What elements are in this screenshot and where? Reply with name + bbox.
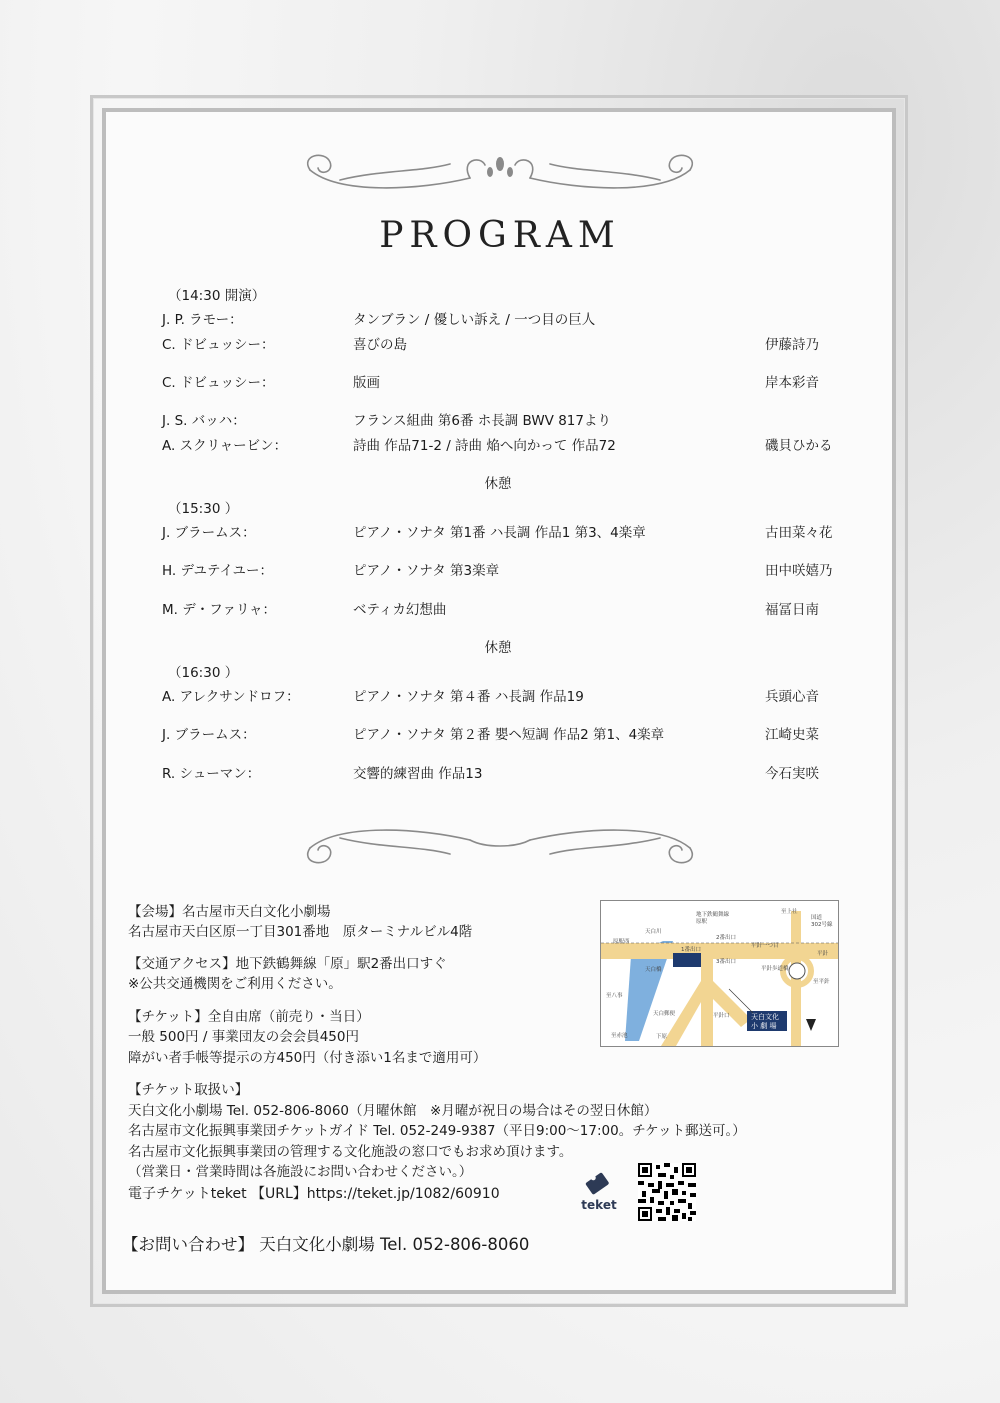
composer: J. S. バッハ： — [162, 413, 246, 429]
sales-line: 天白文化小劇場 Tel. 052-806-8060（月曜休館 ※月曜が祝日の場合はその翌日休館） — [128, 1103, 658, 1119]
teket-wordmark: teket — [581, 1198, 617, 1212]
sales-heading: 【チケット取扱い】 — [128, 1082, 249, 1098]
intermission: 休憩 — [484, 640, 512, 656]
map-label: 平針口 — [713, 1013, 730, 1019]
theater-label: 小 劇 場 — [751, 1022, 777, 1030]
sales-line: 名古屋市文化振興事業団の管理する文化施設の窓口でもお求め頂けます。 — [128, 1144, 573, 1160]
composer: J. ブラームス： — [162, 525, 256, 541]
session-time: （16:30 ） — [168, 665, 239, 681]
work: ピアノ・ソナタ 第1番 ハ長調 作品1 第3、4楽章 — [353, 525, 646, 541]
performer: 江崎史菜 — [765, 727, 819, 743]
composer: J. ブラームス： — [162, 727, 256, 743]
map-label: 至八事 — [606, 993, 623, 999]
bottom-ornament-icon — [300, 818, 700, 868]
station-block — [673, 953, 701, 967]
work: ベティカ幻想曲 — [353, 602, 447, 618]
work: ピアノ・ソナタ 第3楽章 — [353, 563, 500, 579]
eticket-url[interactable]: 電子チケットteket 【URL】https://teket.jp/1082/60910 — [128, 1186, 500, 1202]
road — [701, 959, 713, 1046]
top-ornament-icon — [300, 150, 700, 200]
map-label: 下原 — [656, 1034, 668, 1040]
map-label: 国道 — [811, 915, 823, 921]
work: 喜びの島 — [353, 337, 407, 353]
theater-label: 天白文化 — [751, 1013, 779, 1021]
work: ピアノ・ソナタ 第４番 ハ長調 作品19 — [353, 689, 584, 705]
composer: C. ドビュッシー： — [162, 375, 275, 391]
ticket-discount: 障がい者手帳等提示の方450円（付き添い1名まで適用可） — [128, 1050, 487, 1066]
venue-heading: 【会場】名古屋市天白文化小劇場 — [128, 904, 331, 920]
map-label: 1番出口 — [681, 947, 701, 953]
map-label: 至上社 — [781, 909, 798, 915]
session-time: （14:30 開演） — [168, 288, 266, 304]
map-label: 平針 — [817, 951, 829, 957]
access-note: ※公共交通機関をご利用ください。 — [128, 976, 342, 992]
sales-line: （営業日・営業時間は各施設にお問い合わせください。） — [128, 1164, 473, 1180]
composer: M. デ・ファリャ： — [162, 602, 277, 618]
map-label: 原駅 — [696, 919, 708, 925]
work: タンブラン / 優しい訴え / 一つ目の巨人 — [353, 312, 596, 328]
map-label: 原駅西 — [613, 939, 630, 945]
work: ピアノ・ソナタ 第２番 嬰ヘ短調 作品2 第1、4楽章 — [353, 727, 665, 743]
work: フランス組曲 第6番 ホ長調 BWV 817より — [353, 413, 611, 429]
map-label: 平針歩道橋 — [761, 966, 789, 972]
access-heading: 【交通アクセス】地下鉄鶴舞線「原」駅2番出口すぐ — [128, 956, 447, 972]
composer: J. P. ラモー： — [162, 312, 243, 328]
map-label: 2番出口 — [716, 935, 736, 941]
map-label: 天白郵便 — [653, 1011, 676, 1017]
composer: R. シューマン： — [162, 766, 261, 782]
ticket-heading: 【チケット】全自由席（前売り・当日） — [128, 1009, 370, 1025]
sales-line: 名古屋市文化振興事業団チケットガイド Tel. 052-249-9387（平日9:00～17:00。チケット郵送可。） — [128, 1123, 746, 1139]
intermission: 休憩 — [484, 476, 512, 492]
work: 交響的練習曲 作品13 — [353, 766, 483, 782]
map-label: 平針一つ目 — [751, 943, 779, 949]
teket-ticket-icon — [576, 1172, 622, 1200]
performer: 岸本彩音 — [765, 375, 819, 391]
contact: 【お問い合わせ】 天白文化小劇場 Tel. 052-806-8060 — [122, 1235, 530, 1254]
performer: 兵頭心音 — [765, 689, 819, 705]
map-label: 302号線 — [811, 922, 833, 928]
map-label: 至平針 — [813, 979, 830, 985]
venue-address: 名古屋市天白区原一丁目301番地 原ターミナルビル4階 — [128, 924, 473, 940]
performer: 福冨日南 — [765, 602, 819, 618]
ticket-price: 一般 500円 / 事業団友の会会員450円 — [128, 1029, 359, 1045]
work: 版画 — [353, 375, 380, 391]
map-label: 天白川 — [645, 929, 662, 935]
map-label: 至赤池 — [611, 1033, 628, 1039]
work: 詩曲 作品71-2 / 詩曲 焔へ向かって 作品72 — [353, 438, 616, 454]
performer: 田中咲嬉乃 — [765, 563, 833, 579]
composer: H. デユテイユー： — [162, 563, 273, 579]
session-time: （15:30 ） — [168, 501, 239, 517]
composer: A. アレクサンドロフ： — [162, 689, 300, 705]
qr-code-icon[interactable] — [638, 1163, 696, 1221]
performer: 磯貝ひかる — [765, 438, 833, 454]
performer: 今石実咲 — [765, 766, 819, 782]
map-label: 地下鉄鶴舞線 — [696, 912, 730, 918]
composer: A. スクリャービン： — [162, 438, 288, 454]
teket-logo — [576, 1172, 622, 1218]
map-label: 天白橋 — [645, 967, 662, 973]
access-map — [600, 900, 839, 1047]
performer: 古田菜々花 — [765, 525, 833, 541]
page-title: PROGRAM — [379, 215, 621, 256]
performer: 伊藤詩乃 — [765, 337, 819, 353]
composer: C. ドビュッシー： — [162, 337, 275, 353]
map-label: 3番出口 — [716, 959, 736, 965]
